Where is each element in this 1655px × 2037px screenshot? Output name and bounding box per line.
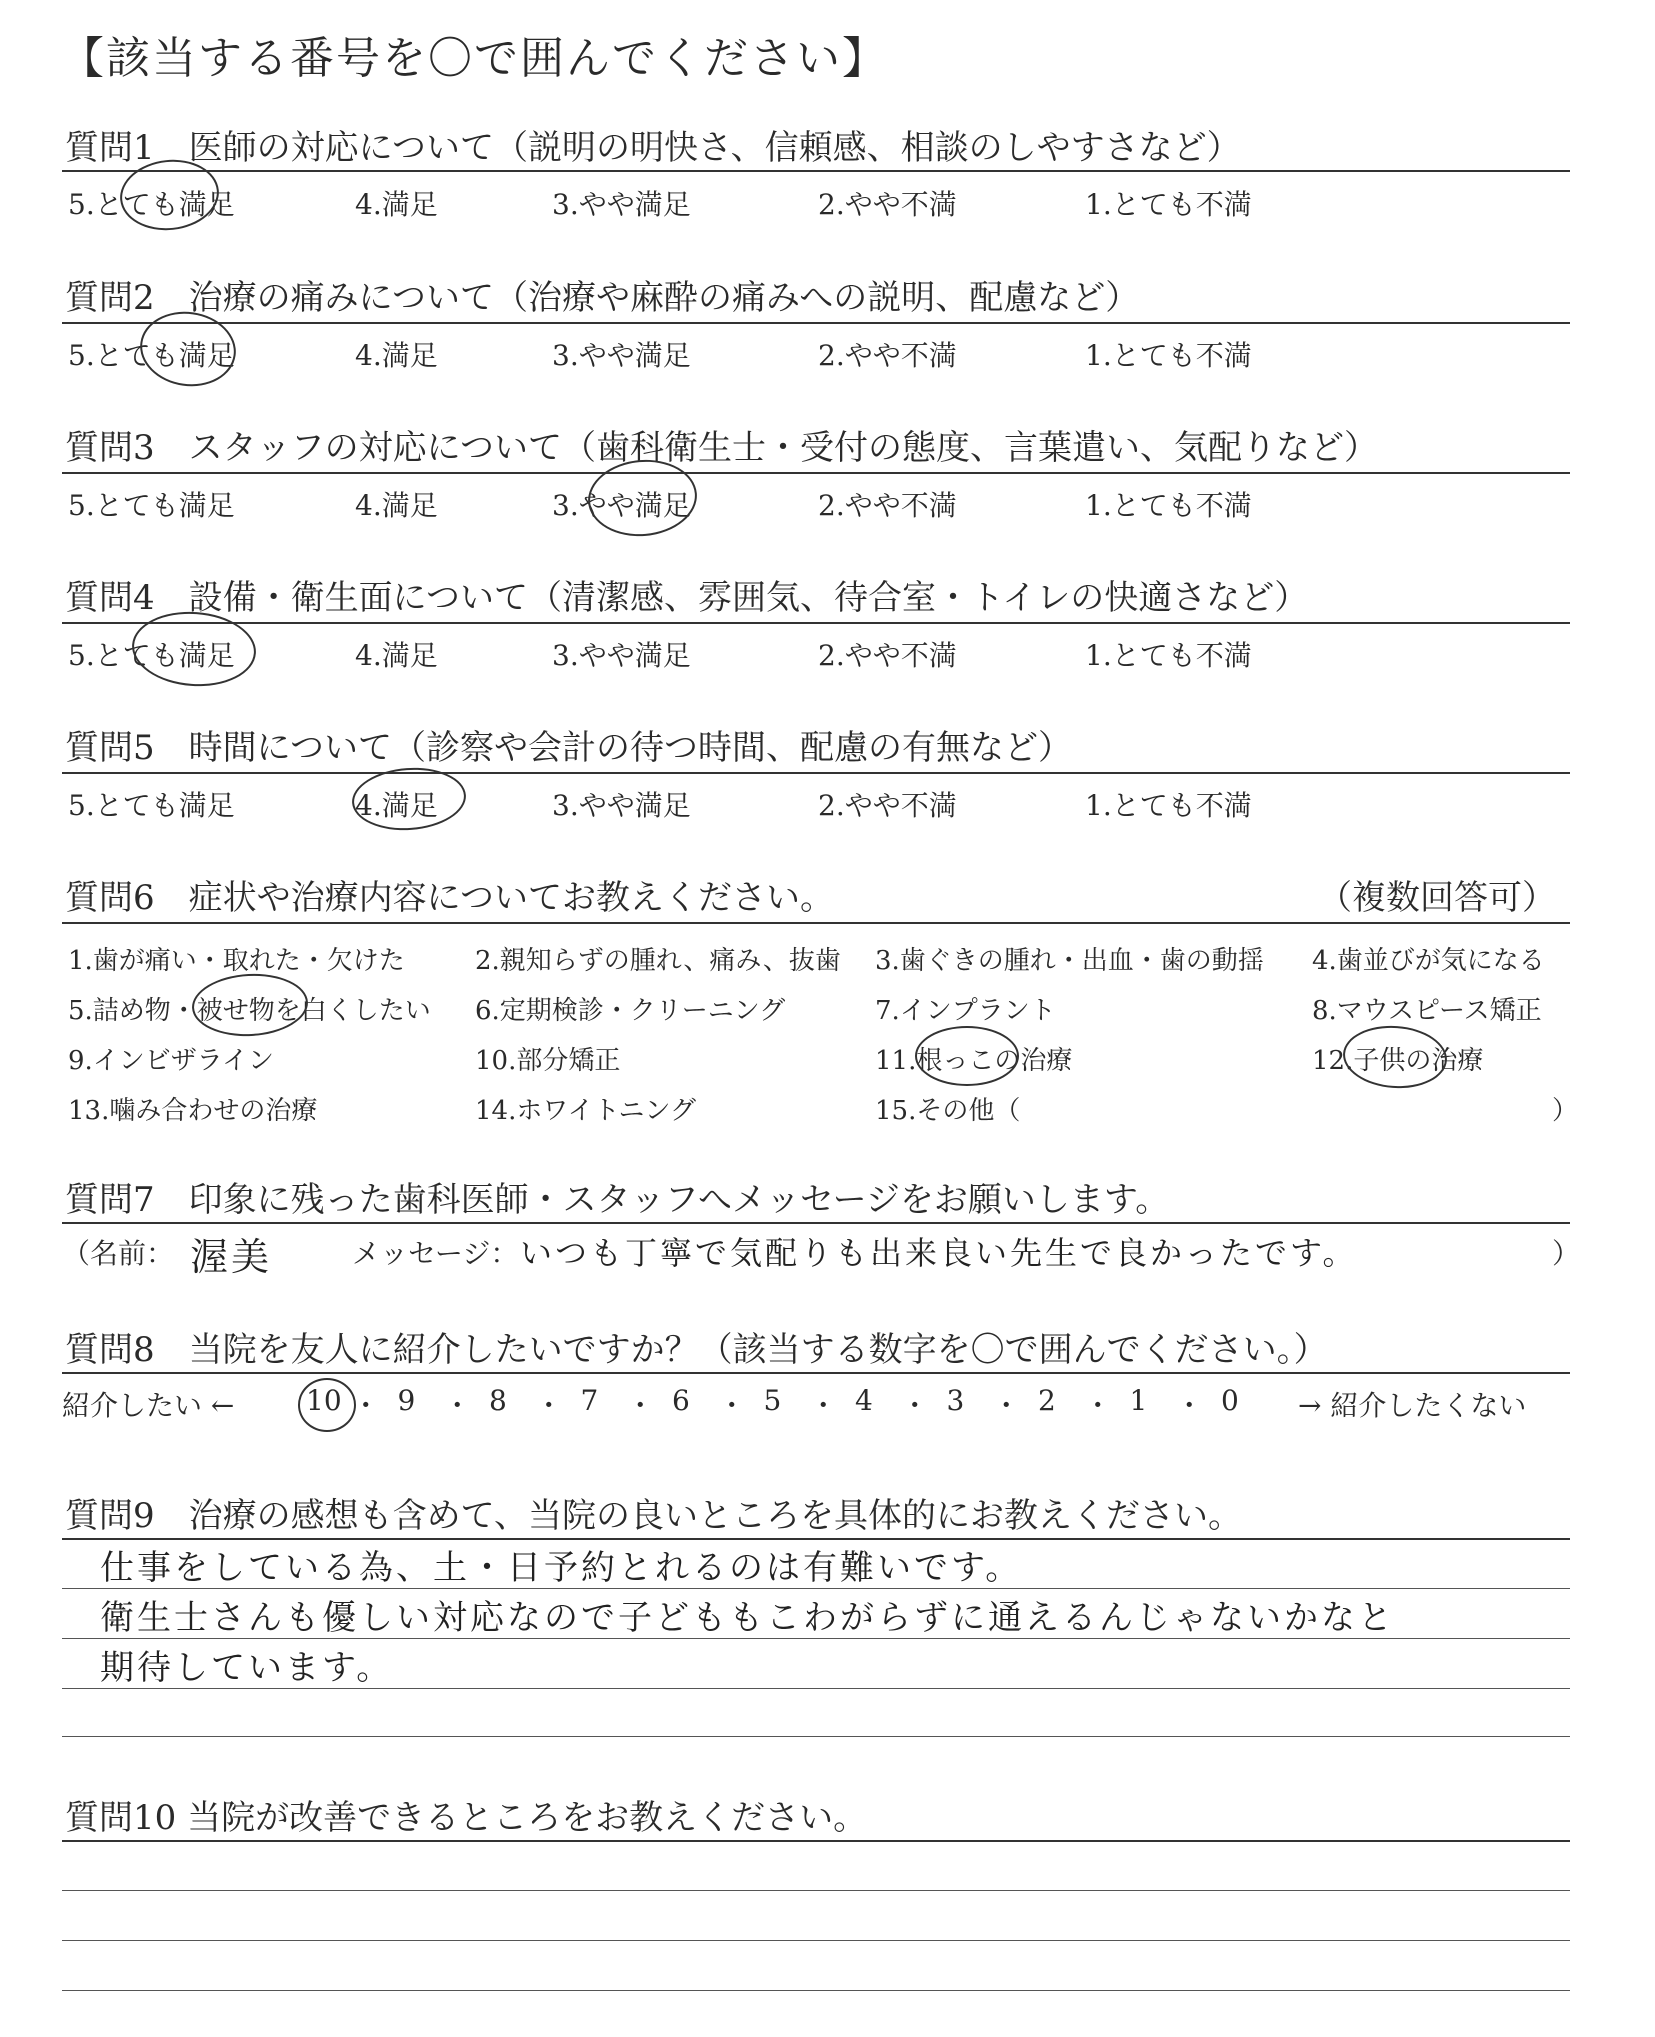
writing-line <box>62 1890 1570 1891</box>
scale-value-6[interactable]: 6 <box>672 1384 690 1417</box>
q2-option-4[interactable]: 4.満足 <box>355 339 438 372</box>
q3-option-5[interactable]: 5.とても満足 <box>68 489 235 522</box>
divider <box>62 322 1570 324</box>
question-3-label: 質問3 スタッフの対応について（歯科衛生士・受付の態度、言葉遣い、気配りなど） <box>65 428 1378 468</box>
message-close: ） <box>1552 1237 1581 1270</box>
message-value[interactable]: いつも丁寧で気配りも出来良い先生で良かったです。 <box>520 1234 1358 1272</box>
recommend-right-label: → 紹介したくない <box>1298 1389 1527 1422</box>
q5-option-1[interactable]: 1.とても不満 <box>1085 789 1252 822</box>
q2-option-2[interactable]: 2.やや不満 <box>818 339 957 372</box>
writing-line <box>62 1940 1570 1941</box>
divider <box>62 1222 1570 1224</box>
q6-item-15[interactable]: 15.その他（ <box>875 1096 1021 1126</box>
question-8-label: 質問8 当院を友人に紹介したいですか？（該当する数字を〇で囲んでください。） <box>65 1330 1328 1370</box>
selection-circle <box>915 1026 1019 1086</box>
divider <box>62 170 1570 172</box>
question-9-label: 質問9 治療の感想も含めて、当院の良いところを具体的にお教えください。 <box>65 1496 1242 1536</box>
q1-option-2[interactable]: 2.やや不満 <box>818 188 957 221</box>
scale-value-9[interactable]: 9 <box>397 1384 416 1417</box>
divider <box>62 922 1570 924</box>
q6-item-3[interactable]: 3.歯ぐきの腫れ・出血・歯の動揺 <box>875 946 1264 976</box>
q3-option-3[interactable]: 3.やや満足 <box>552 489 691 522</box>
scale-value-5[interactable]: 5 <box>763 1384 782 1417</box>
answer-line-1[interactable]: 仕事をしている為、土・日予約とれるのは有難いです。 <box>100 1548 1023 1588</box>
question-2-label: 質問2 治療の痛みについて（治療や麻酔の痛みへの説明、配慮など） <box>65 278 1140 318</box>
name-label: （名前： <box>62 1237 175 1270</box>
writing-line <box>62 1638 1570 1639</box>
question-6-label: 質問6 症状や治療内容についてお教えください。 <box>65 878 834 918</box>
q6-item-10[interactable]: 10.部分矯正 <box>475 1046 621 1076</box>
question-1-label: 質問1 医師の対応について（説明の明快さ、信頼感、相談のしやすさなど） <box>65 128 1241 168</box>
q6-item-7[interactable]: 7.インプラント <box>875 996 1056 1026</box>
q6-item-14[interactable]: 14.ホワイトニング <box>475 1096 697 1126</box>
writing-line <box>62 1990 1570 1991</box>
q5-option-3[interactable]: 3.やや満足 <box>552 789 691 822</box>
q6-item-4[interactable]: 4.歯並びが気になる <box>1312 946 1545 976</box>
scale-value-3[interactable]: 3 <box>946 1384 965 1417</box>
q4-option-2[interactable]: 2.やや不満 <box>818 639 957 672</box>
scale-separator: ・ <box>900 1389 929 1422</box>
q4-option-1[interactable]: 1.とても不満 <box>1085 639 1252 672</box>
q5-option-4[interactable]: 4.満足 <box>355 789 438 822</box>
selection-circle <box>190 971 309 1039</box>
selection-circle <box>130 608 259 690</box>
scale-value-10[interactable]: 10 <box>306 1384 342 1417</box>
q1-option-5[interactable]: 5.とても満足 <box>68 188 235 221</box>
scale-separator: ・ <box>1175 1389 1204 1422</box>
scale-value-1[interactable]: 1 <box>1129 1384 1148 1417</box>
q1-option-4[interactable]: 4.満足 <box>355 188 438 221</box>
q6-item-9[interactable]: 9.インビザライン <box>68 1046 275 1076</box>
scale-separator: ・ <box>809 1389 838 1422</box>
scale-value-8[interactable]: 8 <box>489 1384 507 1417</box>
q4-option-5[interactable]: 5.とても満足 <box>68 639 235 672</box>
q5-option-5[interactable]: 5.とても満足 <box>68 789 235 822</box>
q6-item-12[interactable]: 12.子供の治療 <box>1312 1046 1484 1076</box>
q5-option-2[interactable]: 2.やや不満 <box>818 789 957 822</box>
question-10-label: 質問10 当院が改善できるところをお教えください。 <box>65 1798 868 1838</box>
q6-item-13[interactable]: 13.噛み合わせの治療 <box>68 1096 318 1126</box>
divider <box>62 1372 1570 1374</box>
q6-item-5[interactable]: 5.詰め物・被せ物を白くしたい <box>68 996 431 1026</box>
recommend-left-label: 紹介したい ← <box>62 1389 235 1422</box>
scale-separator: ・ <box>1083 1389 1112 1422</box>
writing-line <box>62 1688 1570 1689</box>
writing-line <box>62 1588 1570 1589</box>
scale-value-7[interactable]: 7 <box>580 1384 599 1417</box>
message-label: メッセージ： <box>352 1237 519 1270</box>
q6-item-1[interactable]: 1.歯が痛い・取れた・欠けた <box>68 946 405 976</box>
q1-option-3[interactable]: 3.やや満足 <box>552 188 691 221</box>
name-value[interactable]: 渥美 <box>190 1235 273 1279</box>
q6-item-6[interactable]: 6.定期検診・クリーニング <box>475 996 786 1026</box>
question-5-label: 質問5 時間について（診察や会計の待つ時間、配慮の有無など） <box>65 728 1072 768</box>
question-6-note: （複数回答可） <box>1318 878 1556 918</box>
divider <box>62 772 1570 774</box>
scale-separator: ・ <box>351 1389 380 1422</box>
page-title: 【該当する番号を〇で囲んでください】 <box>60 33 888 84</box>
question-7-label: 質問7 印象に残った歯科医師・スタッフへメッセージをお願いします。 <box>65 1180 1170 1220</box>
q6-item-2[interactable]: 2.親知らずの腫れ、痛み、抜歯 <box>475 946 841 976</box>
q6-item-8[interactable]: 8.マウスピース矯正 <box>1312 996 1542 1026</box>
scale-separator: ・ <box>443 1389 472 1422</box>
divider <box>62 472 1570 474</box>
scale-separator: ・ <box>717 1389 746 1422</box>
selection-circle <box>1341 1022 1449 1091</box>
q3-option-1[interactable]: 1.とても不満 <box>1085 489 1252 522</box>
q3-option-4[interactable]: 4.満足 <box>355 489 438 522</box>
scale-separator: ・ <box>992 1389 1021 1422</box>
q2-option-3[interactable]: 3.やや満足 <box>552 339 691 372</box>
q4-option-3[interactable]: 3.やや満足 <box>552 639 691 672</box>
answer-line-2[interactable]: 衛生士さんも優しい対応なので子どももこわがらずに通えるんじゃないかなと <box>100 1598 1395 1638</box>
scale-separator: ・ <box>626 1389 655 1422</box>
q2-option-1[interactable]: 1.とても不満 <box>1085 339 1252 372</box>
q1-option-1[interactable]: 1.とても不満 <box>1085 188 1252 221</box>
question-4-label: 質問4 設備・衛生面について（清潔感、雰囲気、待合室・トイレの快適さなど） <box>65 578 1309 618</box>
scale-value-0[interactable]: 0 <box>1221 1384 1239 1417</box>
scale-value-2[interactable]: 2 <box>1038 1384 1056 1417</box>
answer-line-3[interactable]: 期待しています。 <box>100 1648 394 1688</box>
scale-value-4[interactable]: 4 <box>855 1384 873 1417</box>
divider <box>62 622 1570 624</box>
q6-item-11[interactable]: 11.根っこの治療 <box>875 1046 1073 1076</box>
q6-other-close: ） <box>1552 1096 1579 1126</box>
scale-separator: ・ <box>534 1389 563 1422</box>
q3-option-2[interactable]: 2.やや不満 <box>818 489 957 522</box>
selection-circle <box>298 1378 356 1432</box>
divider <box>62 1840 1570 1842</box>
q2-option-5[interactable]: 5.とても満足 <box>68 339 235 372</box>
q4-option-4[interactable]: 4.満足 <box>355 639 438 672</box>
writing-line <box>62 1736 1570 1737</box>
